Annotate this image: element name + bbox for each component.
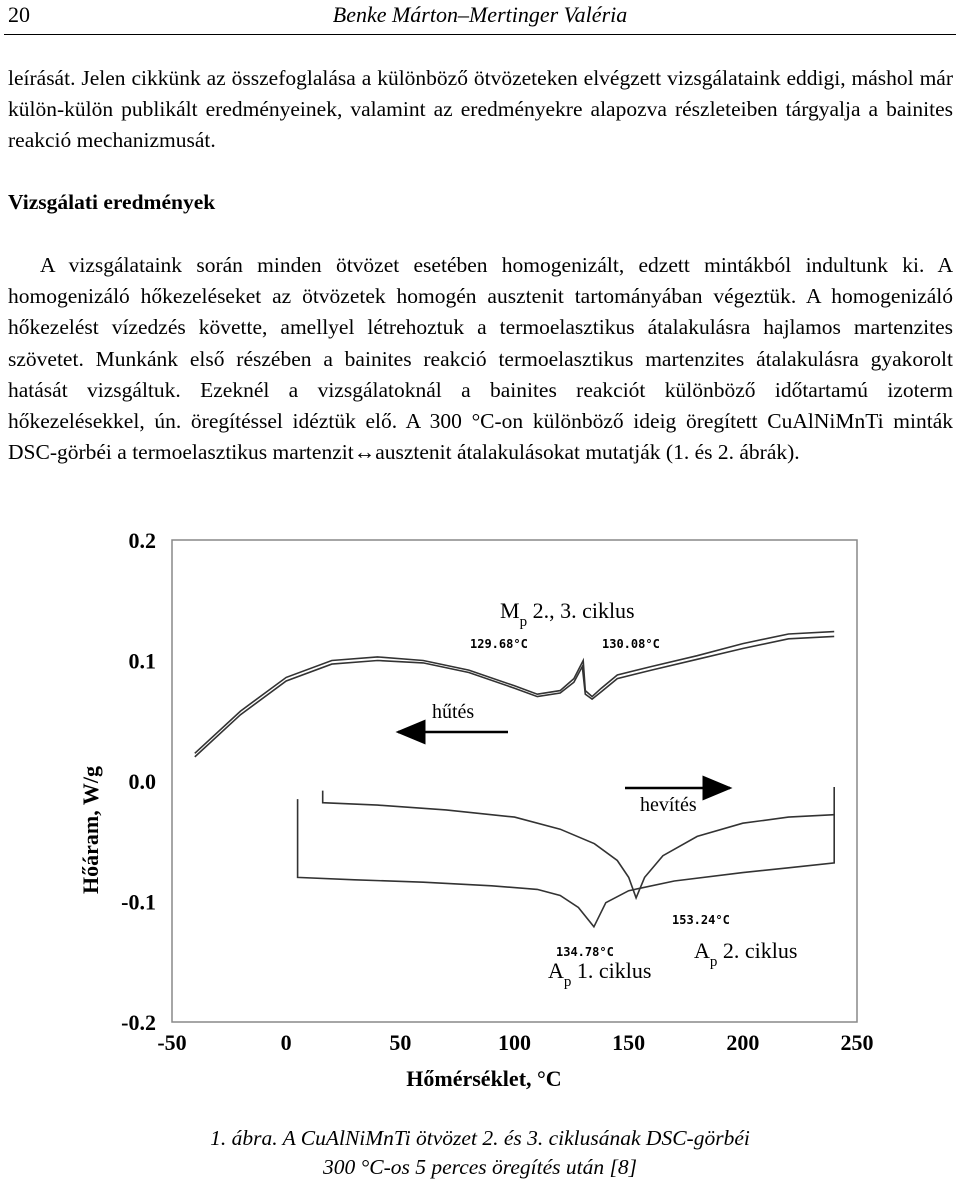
annotation-heating: hevítés: [640, 794, 697, 816]
page-number: 20: [8, 2, 30, 27]
x-tick-label: 150: [612, 1030, 646, 1055]
dsc-curve-3: [298, 787, 835, 927]
results-paragraph-text: A vizsgálataink során minden ötvözet esetében homogenizált, edzett mintákból indultunk ki. A homogenizáló hőkezeléseket az ötvözetek homogén ausztenit tartományában végeztük. A homogenizáló hőkezelést vízedzés követte, amellyel létrehoztuk a termoelasztikus átalakulásra hajlamos martenzites szövetet. Munkánk első részében a bainites reakció termoelasztikus martenzites átalakulásra gyakorolt hatását vizsgáltuk. Ezeknél a vizsgálatoknál a bainites reakciót különböző időtartamú izoterm hőkezelésekkel, ún. öregítéssel idéztük elő. A 300 °C-on különböző ideig öregített CuAlNiMnTi minták DSC-görbéi a termoelasztikus martenzit↔ausztenit átalakulásokat mutatják (1. és 2. ábrák).: [8, 253, 953, 465]
y-tick-label: 0.1: [128, 648, 156, 674]
results-paragraph: [8, 250, 953, 468]
annotation-peak-3: 153.24°C: [672, 913, 730, 927]
x-tick-label: 0: [280, 1030, 292, 1055]
running-head: Benke Márton–Mertinger Valéria: [332, 2, 628, 27]
annotation-ap-1-sub: p: [563, 974, 572, 990]
y-tick-label: 0.2: [128, 528, 156, 553]
annotation-ap-1-main: A: [548, 958, 564, 983]
figure-caption-line-1: 1. ábra. A CuAlNiMnTi ötvözet 2. és 3. ciklusának DSC-görbéi: [210, 1126, 750, 1150]
x-axis-label: [406, 1066, 561, 1091]
x-tick-label: 200: [726, 1030, 760, 1055]
figure-caption-line-2: 300 °C-os 5 perces öregítés után [8]: [323, 1155, 637, 1179]
y-tick-label: -0.1: [121, 889, 156, 915]
x-tick-label: 250: [840, 1030, 874, 1055]
data-series: [195, 632, 834, 927]
annotation-mp: [500, 598, 635, 630]
dsc-chart: [60, 520, 900, 1100]
x-axis-label-text: Hőmérséklet, °C: [406, 1066, 562, 1091]
section-heading: Vizsgálati eredmények: [8, 190, 216, 214]
y-tick-label: -0.2: [121, 1010, 156, 1035]
annotation-cooling: hűtés: [432, 701, 475, 723]
annotation-ap-1-rest: 1. ciklus: [571, 958, 652, 983]
intro-paragraph: leírását. Jelen cikkünk az összefoglalása a különböző ötvözeteken elvégzett vizsgálataink eddigi, máshol már külön-külön publikált eredményeinek, valamint az eredményekre alapozva részleteiben tárgyalja a bainites reakció mechanizmusát.: [8, 66, 953, 153]
x-tick-label: -50: [157, 1030, 187, 1055]
annotation-ap-2-main: A: [694, 938, 710, 963]
x-tick-labels: [157, 1030, 873, 1055]
x-tick-label: 100: [498, 1030, 531, 1055]
annotation-mp-main: M: [500, 598, 520, 623]
annotation-ap-2-sub: p: [709, 954, 718, 970]
annotation-peak-1: 129.68°C: [470, 637, 528, 651]
page-header: [4, 0, 956, 35]
annotation-ap-2-rest: 2. ciklus: [717, 938, 798, 963]
y-axis-label-text: Hőáram, W/g: [78, 766, 103, 894]
annotation-peak-2: 130.08°C: [602, 637, 660, 651]
y-axis-label: [78, 766, 103, 894]
annotation-mp-sub: p: [519, 614, 528, 630]
y-tick-labels: [121, 528, 156, 1035]
dsc-figure: [60, 520, 900, 1100]
annotation-mp-rest: 2., 3. ciklus: [527, 598, 635, 623]
x-tick-label: 50: [389, 1030, 412, 1055]
annotation-ap-1: [548, 958, 651, 990]
dsc-curve-1: [195, 636, 834, 757]
annotation-ap-2: [694, 938, 797, 970]
y-tick-label: 0.0: [128, 769, 156, 794]
annotation-peak-4: 134.78°C: [556, 945, 614, 959]
